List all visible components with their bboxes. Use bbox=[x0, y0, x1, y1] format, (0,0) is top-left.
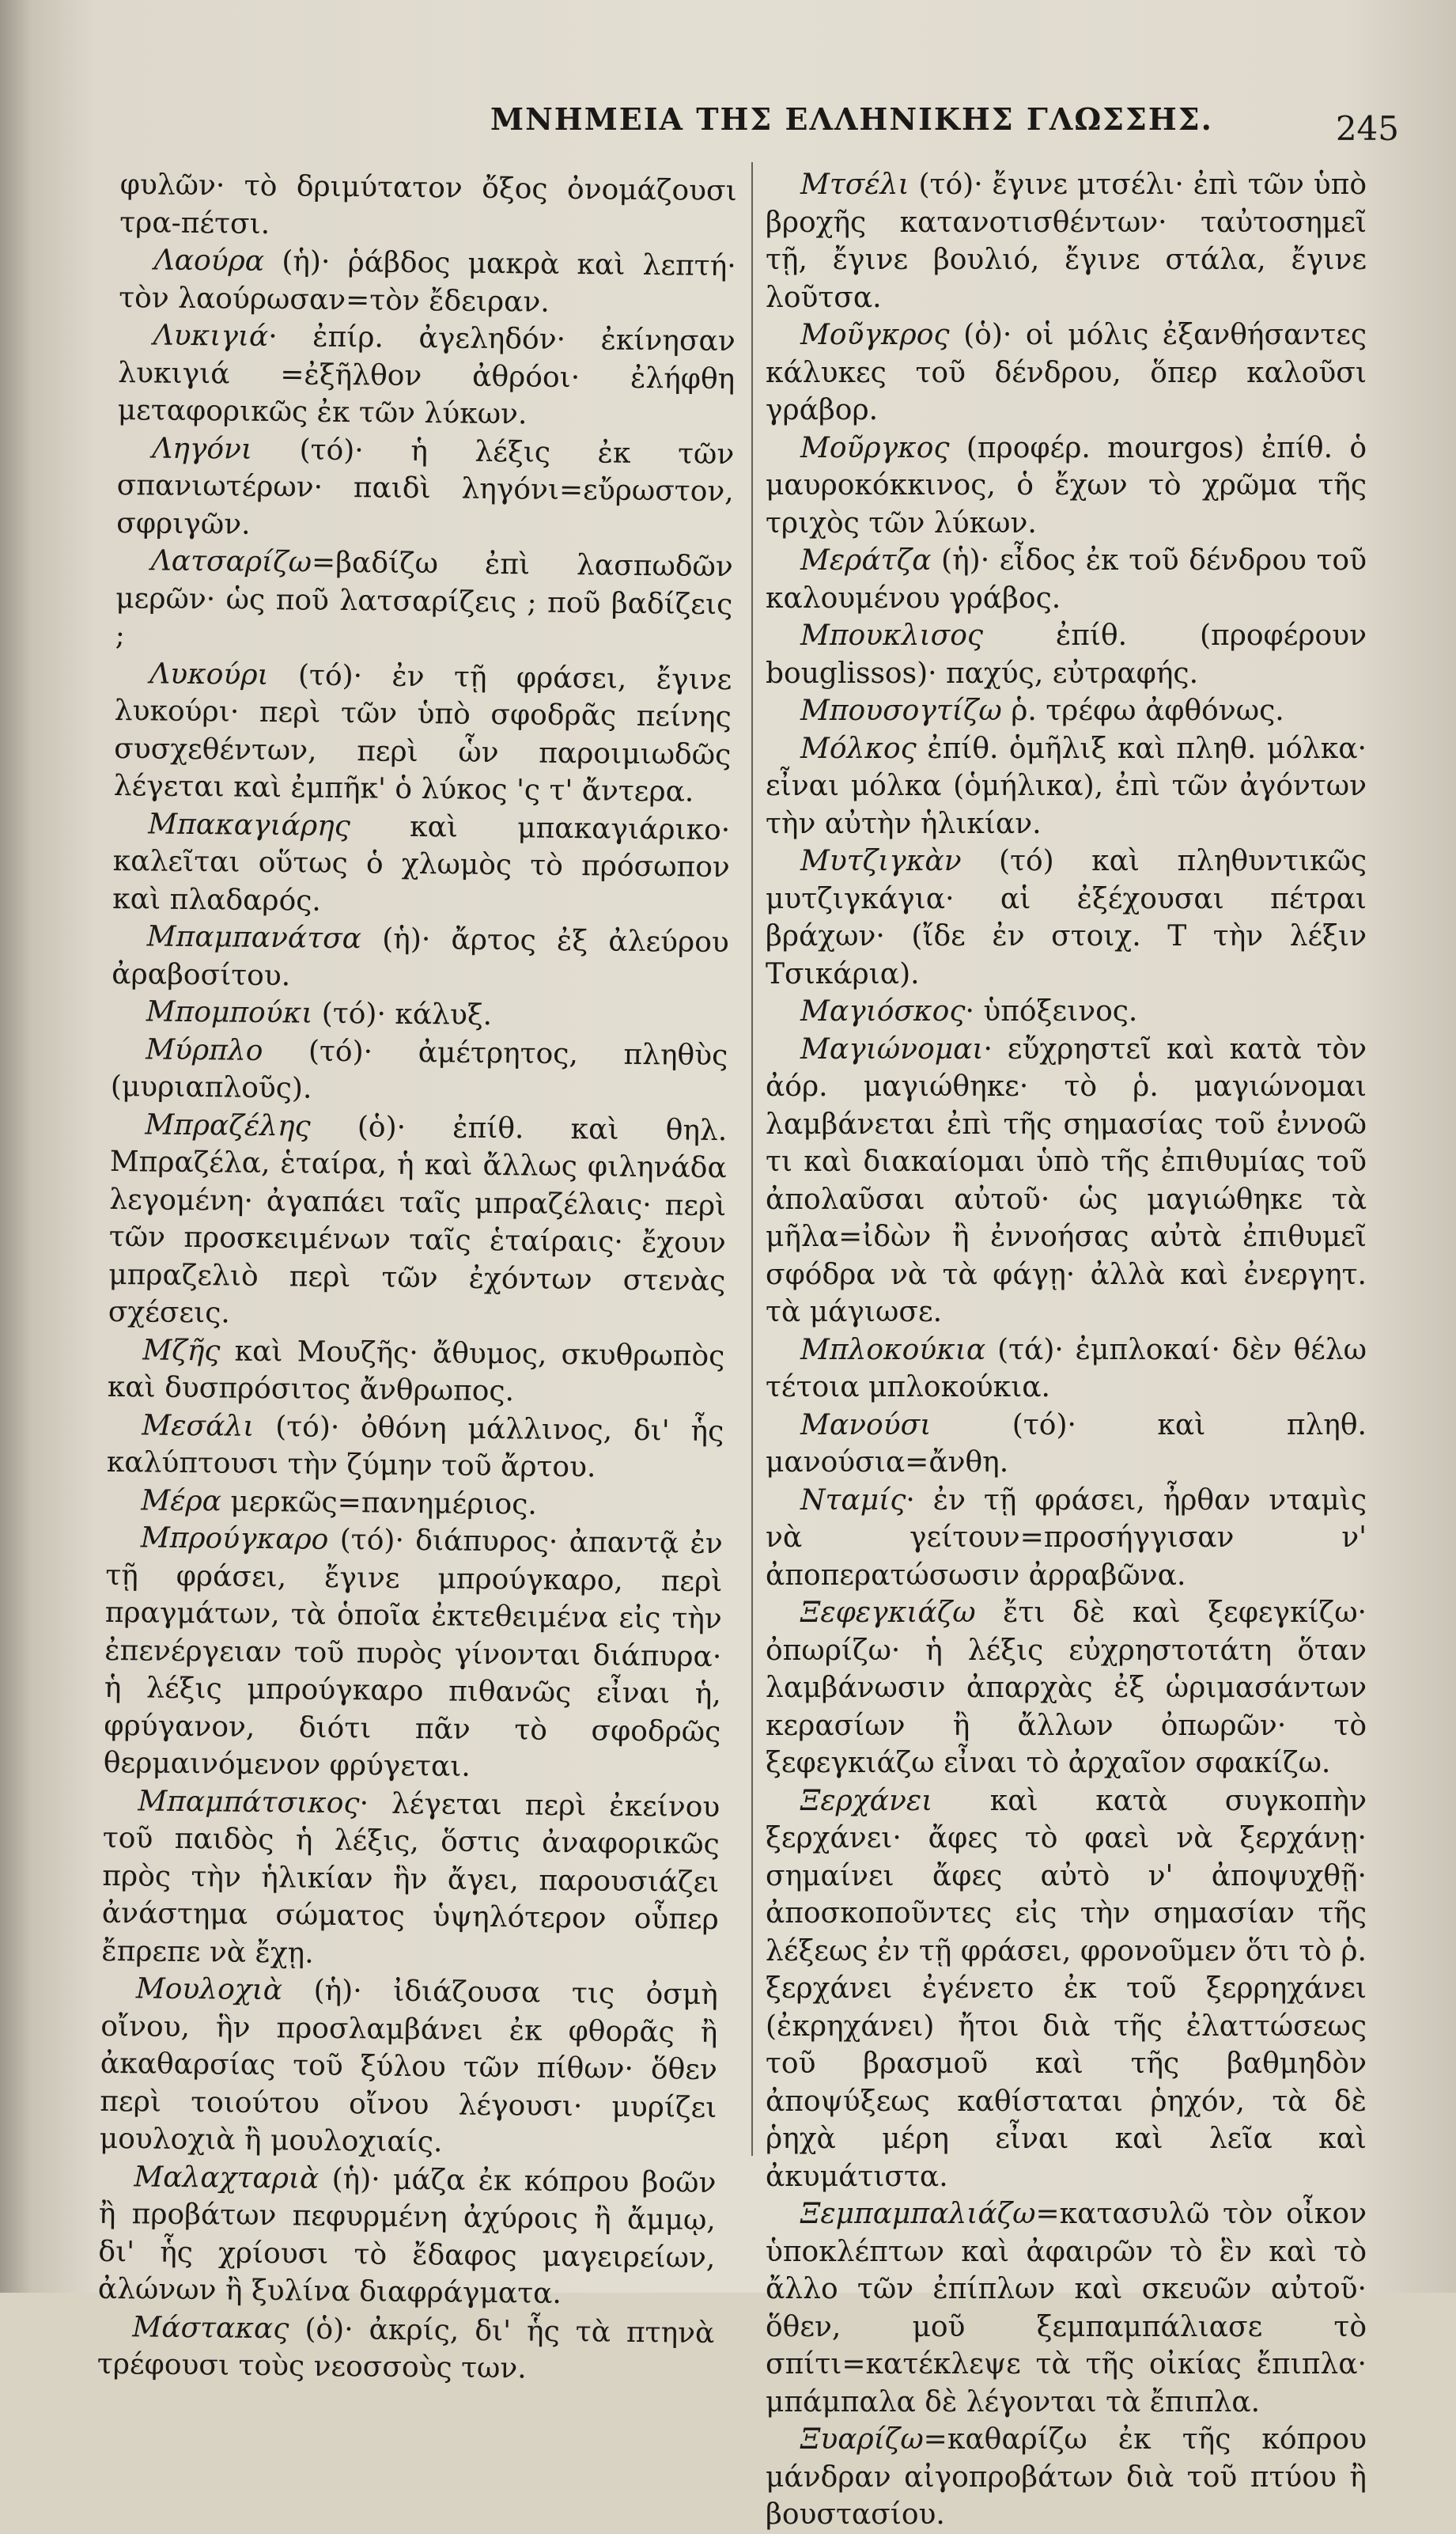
entry-headword: Ξεφεγκιάζω bbox=[800, 1597, 976, 1629]
entry-definition: (τό) καὶ πληθυντικῶς μυτζιγκάγια· αἱ ἐξέχουσαι πέτραι βράχων· (ἴδε ἐν στοιχ. Τ τὴν λέξιν Τσικάρια). bbox=[766, 845, 1367, 990]
entry-definition: (τό)· ἐν τῇ φράσει, ἔγινε λυκούρι· περὶ τῶν ὑπὸ σφοδρᾶς πείνης συσχεθέντων, περὶ ὧν παροιμιωδῶς λέγεται καὶ ἐμπῆκ' ὁ λύκος 'ς τ' ἄντερα. bbox=[113, 658, 732, 809]
dictionary-entry bbox=[766, 730, 1367, 843]
dictionary-entry bbox=[97, 2308, 715, 2389]
entry-definition: ἔτι δὲ καὶ ξεφεγκίζω· ὀπωρίζω· ἡ λέξις εὐχρηστοτάτη ὅταν λαμβάνωσιν ἀπαρχὰς ἐξ ὡριμασάντων κερασίων ἢ ἄλλων ὀπωρῶν· τὸ ξεφεγκιάζω εἶναι τὸ ἀρχαῖον σφακίζω. bbox=[766, 1597, 1367, 1779]
entry-headword: Μανούσι bbox=[800, 1408, 932, 1441]
entry-headword: Νταμίς bbox=[800, 1483, 906, 1517]
entry-headword: Μπραζέλης bbox=[145, 1108, 311, 1143]
dictionary-entry bbox=[766, 1331, 1367, 1407]
entry-headword: Μοῦγκρος bbox=[800, 319, 950, 351]
dictionary-entry bbox=[766, 1407, 1367, 1482]
entry-headword: Μάστακας bbox=[132, 2310, 289, 2345]
entry-definition: (τό)· ἀμέτρητος, πληθὺς (μυριαπλοῦς). bbox=[110, 1034, 728, 1105]
entry-definition: (ἡ)· ἄρτος ἐξ ἀλεύρου ἀραβοσίτου. bbox=[112, 922, 729, 992]
dictionary-entry bbox=[106, 1481, 723, 1525]
entry-definition: μερκῶς=πανημέριος. bbox=[221, 1484, 538, 1521]
dictionary-entry bbox=[766, 430, 1367, 543]
dictionary-entry bbox=[766, 1031, 1367, 1331]
dictionary-entry bbox=[116, 429, 734, 548]
entry-definition: (ἡ)· μάζα ἐκ κόπρου βοῶν ἢ προβάτων πεφυρμένη ἀχύροις ἢ ἄμμῳ, δι' ἧς χρίουσι τὸ ἔδαφος μαγειρείων, ἀλώνων ἢ ξυλίνα διαφράγματα. bbox=[97, 2162, 717, 2310]
dictionary-entry bbox=[108, 1105, 728, 1337]
left-column bbox=[97, 166, 737, 2390]
entry-headword: Μέρα bbox=[141, 1483, 222, 1517]
entry-headword: Μοῦργκος bbox=[800, 431, 950, 464]
entry-headword: Μουλοχιὰ bbox=[135, 1972, 283, 2007]
entry-definition: (ὁ)· ἐπίθ. καὶ θηλ. Μπραζέλα, ἑταίρα, ἡ καὶ ἄλλως φιληνάδα λεγομένη· ἀγαπάει ταῖς μπραζέλαις· περὶ τῶν προσκειμένων ταῖς ἑταίραις· ἔχουν μπραζελιὸ περὶ τῶν ἐχόντων στενὰς σχέσεις. bbox=[108, 1110, 728, 1330]
entry-headword: Μύρπλο bbox=[146, 1032, 263, 1067]
entry-headword: Μπομπούκι bbox=[146, 995, 313, 1030]
entry-definition: · εὔχρηστεῖ καὶ κατὰ τὸν ἀόρ. μαγιώθηκε· τὸ ῥ. μαγιώνομαι λαμβάνεται ἐπὶ τῆς σημασίας τοῦ ἐννοῶ τι καὶ διακαίομαι ὑπὸ τῆς ἐπιθυμίας τοῦ ἀπολαῦσαι αὐτοῦ· ὡς μαγιώθηκε τὰ μῆλα=ἰδὼν ἢ ἐννοήσας αὐτὰ ἐπιθυμεῖ σφόδρα νὰ τὰ φάγῃ· ἀλλὰ καὶ ἐνεργητ. τὰ μάγιωσε. bbox=[766, 1032, 1367, 1328]
entry-headword: Μεράτζα bbox=[800, 544, 932, 577]
entry-definition: · λέγεται περὶ ἐκείνου τοῦ παιδὸς ἡ λέξις, ὅστις ἀναφορικῶς πρὸς τὴν ἡλικίαν ἣν ἄγει, παρουσιάζει ἀνάστημα σώματος ὑψηλότερον οὗπερ ἔπρεπε νὰ ἔχῃ. bbox=[101, 1786, 720, 1970]
entry-definition: καὶ Μουζῆς· ἄθυμος, σκυθρωπὸς καὶ δυσπρόσιτος ἄνθρωπος. bbox=[107, 1334, 725, 1408]
dictionary-entry bbox=[766, 843, 1367, 993]
entry-headword: Μεσάλι bbox=[142, 1408, 255, 1443]
dictionary-entry bbox=[108, 1331, 725, 1412]
entry-definition: · ἐν τῇ φράσει, ἦρθαν νταμὶς νὰ γείτουν=προσήγγισαν ν' ἀποπερατώσωσιν ἀρραβῶνα. bbox=[766, 1483, 1367, 1592]
entry-definition: =κατασυλῶ τὸν οἶκον ὑποκλέπτων καὶ ἀφαιρῶν τὸ ἓν καὶ τὸ ἄλλο τῶν ἐπίπλων καὶ σκευῶν αὐτοῦ· ὅθεν, μοῦ ξεμπαμπάλιασε τὸ σπίτι=κατέκλεψε τὰ τῆς οἰκίας ἔπιπλα· μπάμπαλα δὲ λέγονται τὰ ἔπιπλα. bbox=[766, 2198, 1367, 2418]
entry-headword: Μτσέλι bbox=[800, 169, 910, 201]
dictionary-entry bbox=[98, 2157, 717, 2314]
dictionary-entry bbox=[114, 654, 732, 811]
dictionary-entry bbox=[101, 1782, 720, 1976]
dictionary-entry bbox=[118, 316, 736, 436]
running-title: ΜΝΗΜΕΙΑ ΤΗΣ ΕΛΛΗΝΙΚΗΣ ΓΛΩΣΣΗΣ. bbox=[490, 101, 1213, 137]
entry-definition: ἐπίθ. ὁμῆλιξ καὶ πληθ. μόλκα· εἶναι μόλκα (ὁμήλικα), ἐπὶ τῶν ἀγόντων τὴν αὐτὴν ἡλικίαν. bbox=[766, 732, 1367, 840]
dictionary-entry bbox=[766, 1782, 1367, 2196]
entry-definition: · ὑπόξεινος. bbox=[965, 995, 1138, 1028]
dictionary-entry bbox=[766, 993, 1367, 1031]
entry-headword: Ληγόνι bbox=[152, 431, 253, 466]
entry-headword: Μπρούγκαρο bbox=[140, 1521, 329, 1556]
entry-headword: Λυκιγιά bbox=[153, 319, 269, 353]
dictionary-entry bbox=[766, 542, 1367, 617]
dictionary-entry bbox=[112, 805, 730, 924]
entry-definition: (ἡ)· ῥάβδος μακρὰ καὶ λεπτή· τὸν λαούρωσαν=τὸν ἔδειραν. bbox=[119, 244, 736, 319]
entry-definition: (ἡ)· εἶδος ἐκ τοῦ δένδρου τοῦ καλουμένου γράβος. bbox=[766, 544, 1367, 615]
page-number: 245 bbox=[1335, 109, 1399, 148]
dictionary-entry bbox=[766, 1482, 1367, 1595]
dictionary-entry bbox=[766, 692, 1367, 730]
dictionary-entry bbox=[766, 316, 1367, 430]
entry-headword: Ξερχάνει bbox=[800, 1784, 933, 1817]
entry-definition: καὶ μπακαγιάρικο· καλεῖται οὕτως ὁ χλωμὸς τὸ πρόσωπον καὶ πλαδαρός. bbox=[112, 809, 731, 918]
entry-definition: · ἐπίρ. ἀγεληδόν· ἐκίνησαν λυκιγιά =ἐξῆλθον ἀθρόοι· ἐλήφθη μεταφορικῶς ἐκ τῶν λύκων. bbox=[117, 320, 736, 431]
entry-headword: Μαγιόσκος bbox=[800, 995, 966, 1028]
entry-headword: Ξυαρίζω bbox=[800, 2423, 924, 2456]
dictionary-entry bbox=[766, 2195, 1367, 2421]
dictionary-entry bbox=[107, 1406, 724, 1487]
entry-headword: Μαγιώνομαι bbox=[800, 1032, 984, 1066]
dictionary-entry bbox=[115, 542, 733, 661]
dictionary-entry bbox=[100, 1970, 718, 2165]
entry-headword: Μυτζιγκὰν bbox=[800, 845, 962, 877]
entry-headword: Μπλοκούκια bbox=[800, 1333, 986, 1366]
entry-definition: (ὁ)· ἀκρίς, δι' ἧς τὰ πτηνὰ τρέφουσι τοὺς νεοσσοὺς των. bbox=[96, 2312, 715, 2385]
entry-headword: Λατσαρίζω bbox=[150, 544, 312, 579]
entry-headword: Λυκούρι bbox=[149, 657, 269, 691]
entry-definition: φυλῶν· τὸ δριμύτατον ὄξος ὀνομάζουσι τρα-πέτσι. bbox=[119, 168, 737, 241]
entry-definition: (ὁ)· οἱ μόλις ἐξανθήσαντες κάλυκες τοῦ δένδρου, ὅπερ καλοῦσι γράβορ. bbox=[766, 319, 1367, 426]
entry-definition: ῥ. τρέφω ἀφθόνως. bbox=[1001, 695, 1284, 727]
page-header bbox=[0, 95, 1456, 150]
dictionary-entry bbox=[112, 918, 729, 999]
entry-definition: (τό)· καὶ πληθ. μανούσια=ἄνθη. bbox=[766, 1408, 1367, 1479]
dictionary-entry bbox=[104, 1519, 723, 1789]
entry-definition: (τό)· ἡ λέξις ἐκ τῶν σπανιωτέρων· παιδὶ ληγόνι=εὔρωστον, σφριγῶν. bbox=[116, 433, 735, 541]
entry-headword: Λαούρα bbox=[153, 244, 265, 278]
dictionary-entry bbox=[766, 2421, 1367, 2534]
entry-definition: ἐπίθ. (προφέρουν bouglissos)· παχύς, εὐτραφής. bbox=[766, 619, 1367, 690]
dictionary-entry bbox=[119, 166, 737, 248]
dictionary-entry bbox=[119, 241, 736, 323]
entry-headword: Μζῆς bbox=[142, 1333, 221, 1367]
entry-definition: =βαδίζω ἐπὶ λασπωδῶν μερῶν· ὡς ποῦ λατσαρίζεις ; ποῦ βαδίζεις ; bbox=[115, 546, 733, 653]
entry-headword: Μπαμπανάτσα bbox=[146, 920, 362, 956]
entry-headword: Ξεμπαμπαλιάζω bbox=[800, 2198, 1036, 2230]
entry-definition: (προφέρ. mourgos) ἐπίθ. ὁ μαυροκόκκινος, ὁ ἔχων τὸ χρῶμα τῆς τριχὸς τῶν λύκων. bbox=[766, 431, 1367, 540]
entry-definition: (ἡ)· ἰδιάζουσα τις ὀσμὴ οἴνου, ἣν προσλαμβάνει ἐκ φθορᾶς ἢ ἀκαθαρσίας τοῦ ξύλου τῶν πίθων· ὅθεν περὶ τοιούτου οἴνου λέγουσι· μυρίζει μουλοχιὰ ἢ μουλοχιαίς. bbox=[99, 1974, 719, 2159]
entry-definition: καὶ κατὰ συγκοπὴν ξερχάνει· ἄφες τὸ φαεὶ νὰ ξερχάνῃ· σημαίνει ἄφες αὐτὸ ν' ἀποψυχθῇ· ἀποσκοποῦντες εἰς τὴν σημασίαν τῆς λέξεως ἐν τῇ φράσει, φρονοῦμεν ὅτι τὸ ῥ. ξερχάνει ἐγένετο ἐκ τοῦ ξερρηχάνει (ἐκρηχάνει) ἤτοι διὰ τῆς ἐλαττώσεως τοῦ βρασμοῦ καὶ τῆς βαθμηδὸν ἀποψύξεως καθίσταται ῥηχόν, τὰ δὲ ῥηχὰ μέρη εἶναι καὶ λεῖα καὶ ἀκυμάτιστα. bbox=[766, 1784, 1367, 2193]
entry-headword: Μπουκλισος bbox=[800, 619, 984, 652]
dictionary-entry bbox=[766, 166, 1367, 316]
entry-definition: (τό)· ὀθόνη μάλλινος, δι' ἧς καλύπτουσι τὴν ζύμην τοῦ ἄρτου. bbox=[106, 1410, 724, 1484]
entry-headword: Μπακαγιάρης bbox=[148, 807, 351, 843]
dictionary-entry bbox=[112, 993, 728, 1037]
entry-definition: (τό)· διάπυρος· ἀπαντᾷ ἐν τῇ φράσει, ἔγινε μπρούγκαρο, περὶ πραγμάτων, τὰ ὁποῖα ἐκτεθειμένα εἰς τὴν ἐπενέργειαν τοῦ πυρὸς γίνονται διάπυρα· ἡ λέξις μπρούγκαρο πιθανῶς εἶναι ἡ, φρύγανον, διότι πᾶν τὸ σφοδρῶς θερμαινόμενον φρύγεται. bbox=[103, 1523, 724, 1783]
dictionary-entry bbox=[766, 1594, 1367, 1782]
entry-definition: (τά)· ἐμπλοκαί· δὲν θέλω τέτοια μπλοκούκια. bbox=[766, 1333, 1367, 1403]
entry-headword: Μαλαχταριὰ bbox=[134, 2160, 320, 2195]
column-divider bbox=[751, 162, 753, 2156]
dictionary-entry bbox=[766, 617, 1367, 692]
entry-headword: Μπαμπάτσικος bbox=[138, 1784, 360, 1820]
right-column bbox=[766, 166, 1367, 2534]
entry-headword: Μόλκος bbox=[800, 732, 917, 765]
entry-headword: Μπουσογτίζω bbox=[800, 695, 1002, 727]
entry-definition: (τό)· κάλυξ. bbox=[312, 997, 493, 1032]
dictionary-entry bbox=[111, 1030, 728, 1112]
entry-definition: (τό)· ἔγινε μτσέλι· ἐπὶ τῶν ὑπὸ βροχῆς κατανοτισθέντων· ταὐτοσημεῖ τῇ, ἔγινε βουλιό, ἔγινε στάλα, ἔγινε λοῦτσα. bbox=[766, 169, 1367, 314]
entry-definition: =καθαρίζω ἐκ τῆς κόπρου μάνδραν αἰγοπροβάτων διὰ τοῦ πτύου ἢ βουστασίου. bbox=[766, 2423, 1367, 2531]
